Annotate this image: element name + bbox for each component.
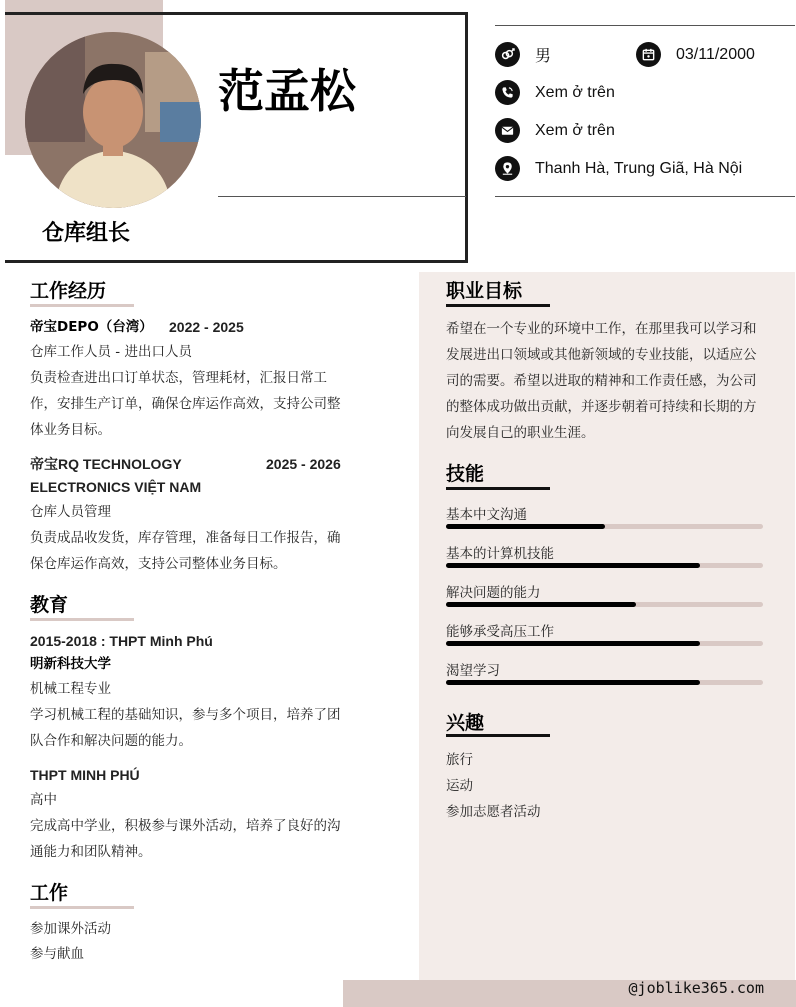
- skill-bar: [446, 524, 763, 529]
- contact-email[interactable]: [495, 118, 615, 143]
- edu1-desc-line: 学习机械工程的基础知识，参与多个项目，培养了团: [30, 707, 341, 723]
- contact-top-divider: [495, 25, 795, 26]
- job2-role: 仓库人员管理: [30, 504, 111, 520]
- activity-item: 参与献血: [30, 946, 84, 962]
- skill-bar: [446, 641, 763, 646]
- edu1-desc-line: 队合作和解决问题的能力。: [30, 733, 192, 749]
- name-divider: [218, 196, 466, 197]
- objective-line: 向发展自己的职业生涯。: [446, 425, 595, 441]
- job1-company: 帝宝DEPO（台湾）: [30, 319, 153, 335]
- edu2-desc-line: 完成高中学业，积极参与课外活动，培养了良好的沟: [30, 818, 341, 834]
- contact-address: [495, 156, 742, 181]
- contact-phone[interactable]: [495, 80, 615, 105]
- skill-label: 解决问题的能力: [446, 585, 541, 601]
- candidate-name: 范孟松: [218, 64, 356, 118]
- skills-underline: [446, 487, 550, 490]
- interest-item: 旅行: [446, 752, 473, 768]
- job-title: 仓库组长: [42, 221, 131, 246]
- interests-heading: 兴趣: [446, 712, 485, 734]
- job2-period: 2025 - 2026: [266, 456, 341, 472]
- objective-line: 希望在一个专业的环境中工作，在那里我可以学习和: [446, 321, 757, 337]
- experience-heading: 工作经历: [30, 280, 107, 302]
- calendar-icon: [636, 42, 661, 67]
- job1-role: 仓库工作人员 - 进出口人员: [30, 344, 192, 360]
- objective-heading: 职业目标: [446, 280, 523, 302]
- skill-bar-fill: [446, 602, 636, 607]
- interest-item: 参加志愿者活动: [446, 804, 541, 820]
- objective-line: 司的需要。希望以进取的精神和工作责任感，为公司: [446, 373, 757, 389]
- interest-item: 运动: [446, 778, 473, 794]
- job1-period: 2022 - 2025: [169, 319, 244, 335]
- gender-icon: [495, 42, 520, 67]
- education-underline: [30, 618, 134, 621]
- email-icon: [495, 118, 520, 143]
- address-value: Thanh Hà, Trung Giã, Hà Nội: [535, 159, 743, 177]
- phone-icon: [495, 80, 520, 105]
- skill-bar-fill: [446, 680, 700, 685]
- activities-underline: [30, 906, 134, 909]
- job2-desc-line: 保仓库运作高效，支持公司整体业务目标。: [30, 556, 287, 572]
- objective-line: 的整体成功做出贡献，并逐步朝着可持续和长期的方: [446, 399, 757, 415]
- skill-label: 基本中文沟通: [446, 507, 527, 523]
- objective-underline: [446, 304, 550, 307]
- skill-label: 能够承受高压工作: [446, 624, 554, 640]
- birthday-value: 03/11/2000: [676, 45, 755, 63]
- phone-value: Xem ở trên: [535, 83, 615, 101]
- contact-gender: [495, 42, 551, 67]
- contact-birthday: [636, 42, 755, 67]
- email-value: Xem ở trên: [535, 121, 615, 139]
- edu1-line1: 2015-2018 : THPT Minh Phú: [30, 633, 213, 649]
- skills-heading: 技能: [446, 463, 485, 485]
- job1-desc-line: 作，安排生产订单，确保仓库运作高效，支持公司整: [30, 396, 341, 412]
- activities-heading: 工作: [30, 882, 69, 904]
- experience-underline: [30, 304, 134, 307]
- edu1-major: 机械工程专业: [30, 681, 111, 697]
- job1-desc-line: 体业务目标。: [30, 422, 111, 438]
- skill-bar: [446, 680, 763, 685]
- job2-desc-line: 负责成品收发货，库存管理，准备每日工作报告，确: [30, 530, 341, 546]
- edu2-desc-line: 通能力和团队精神。: [30, 844, 152, 860]
- gender-value: 男: [535, 48, 552, 65]
- activity-item: 参加课外活动: [30, 921, 111, 937]
- edu2-level: 高中: [30, 792, 57, 808]
- skill-bar: [446, 563, 763, 568]
- education-heading: 教育: [30, 594, 69, 616]
- skill-bar: [446, 602, 763, 607]
- interests-underline: [446, 734, 550, 737]
- contact-bottom-divider: [495, 196, 795, 197]
- skill-label: 渴望学习: [446, 663, 500, 679]
- skill-bar-fill: [446, 524, 605, 529]
- objective-line: 发展进出口领域或其他新领域的专业技能，以适应公: [446, 347, 757, 363]
- edu2-school: THPT MINH PHÚ: [30, 767, 140, 783]
- job2-company: 帝宝RQ TECHNOLOGY: [30, 456, 182, 472]
- profile-photo: [25, 32, 201, 208]
- skill-bar-fill: [446, 563, 700, 568]
- location-icon: [495, 156, 520, 181]
- skill-bar-fill: [446, 641, 700, 646]
- skill-label: 基本的计算机技能: [446, 546, 554, 562]
- edu1-school: 明新科技大学: [30, 656, 111, 672]
- footer-website[interactable]: @joblike365.com: [628, 979, 764, 997]
- job2-company-cont: ELECTRONICS VIỆT NAM: [30, 479, 202, 495]
- job1-desc-line: 负责检查进出口订单状态，管理耗材，汇报日常工: [30, 370, 327, 386]
